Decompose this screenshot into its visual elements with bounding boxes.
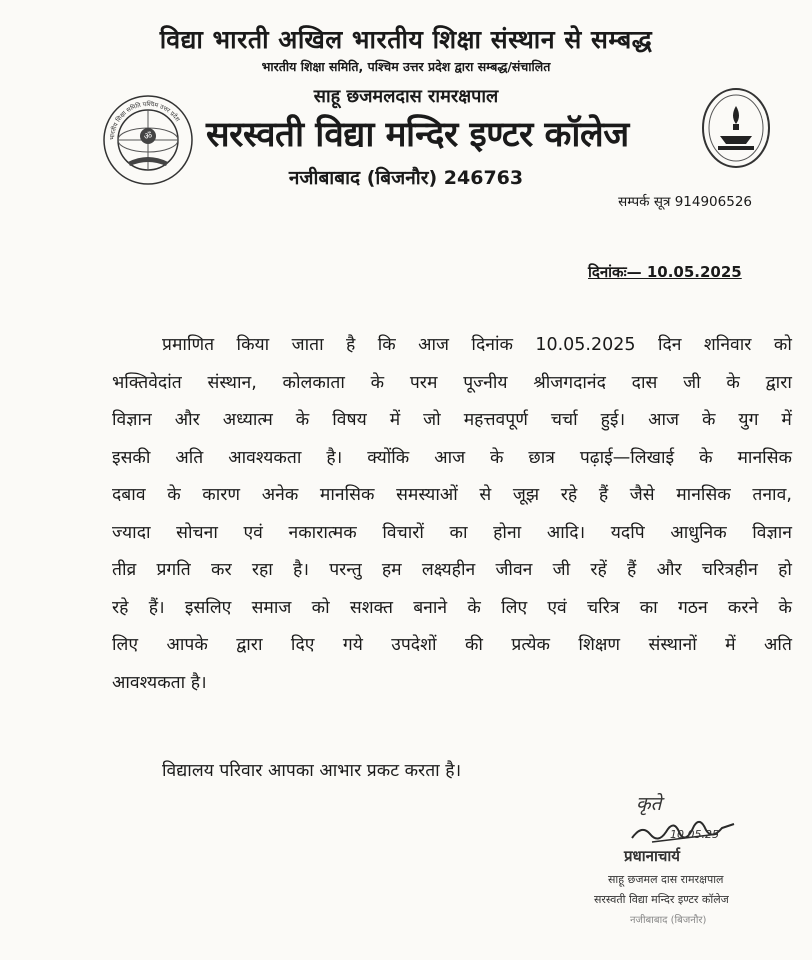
college-name: सरस्वती विद्या मन्दिर इण्टर कॉलेज — [206, 115, 629, 155]
stamp-line: साहू छजमल दास रामरक्षपाल — [608, 873, 724, 886]
body-line: ज्यादा सोचना एवं नकारात्मक विचारों का होना आदि। यदपि आधुनिक विज्ञान — [112, 522, 792, 543]
body-line: इसकी अति आवश्यकता है। क्योंकि आज के छात्र पढ़ाई—लिखाई के मानसिक — [112, 447, 792, 468]
stamp-line: नजीबाबाद (बिजनौर) — [630, 915, 707, 926]
handwritten-signature — [622, 804, 742, 850]
affiliation-heading: विद्या भारती अखिल भारतीय शिक्षा संस्थान से सम्बद्ध — [159, 25, 653, 54]
trust-name: साहू छजमलदास रामरक्षपाल — [313, 86, 499, 107]
managed-by-line: भारतीय शिक्षा समिति, पश्चिम उत्तर प्रदेश द्वारा सम्बद्ध/संचालित — [261, 59, 551, 74]
certificate-body — [112, 330, 792, 705]
signature-date: 10.05.25 — [670, 828, 719, 841]
body-line: विज्ञान और अध्यात्म के विषय में जो महत्तवपूर्ण चर्चा हुई। आज के युग में — [112, 410, 792, 430]
contact-number: सम्पर्क सूत्र 914906526 — [618, 194, 752, 210]
body-line: आवश्यकता है। — [112, 672, 207, 693]
signature-block — [594, 790, 780, 940]
logo-ring-text: भारतीय शिक्षा समिति पश्चिम उत्तर प्रदेश — [108, 100, 181, 141]
body-line: तीव्र प्रगति कर रहा है। परन्तु हम लक्ष्यहीन जीवन जी रहें हैं और चरित्रहीन हो — [112, 560, 792, 580]
signature-kr: कृते — [636, 793, 662, 815]
body-line: रहे हैं। इसलिए समाज को सशक्त बनाने के लिए एवं चरित्र का गठन करने के — [112, 597, 792, 618]
body-line: दबाव के कारण अनेक मानसिक समस्याओं से जूझ रहे हैं जैसे मानसिक तनाव, — [112, 485, 792, 505]
college-location: नजीबाबाद (बिजनौर) 246763 — [288, 167, 524, 189]
closing-line: विद्यालय परिवार आपका आभार प्रकट करता है। — [162, 761, 462, 781]
body-line: लिए आपके द्वारा दिए गये उपदेशों की प्रत्येक शिक्षण संस्थानों में अति — [112, 635, 792, 655]
lamp-emblem — [700, 86, 772, 170]
body-line: प्रमाणित किया जाता है कि आज दिनांक 10.05.2025 दिन शनिवार को — [162, 335, 792, 355]
svg-text:ॐ: ॐ — [143, 132, 153, 142]
principal-title: प्रधानाचार्य — [624, 847, 680, 865]
stamp-line: सरस्वती विद्या मन्दिर इण्टर कॉलेज — [594, 893, 729, 906]
letter-date: दिनांकः— 10.05.2025 — [588, 263, 742, 281]
body-line: भक्तिवेदांत संस्थान, कोलकाता के परम पूज्नीय श्रीजगदानंद दास जी के द्वारा — [112, 372, 792, 393]
